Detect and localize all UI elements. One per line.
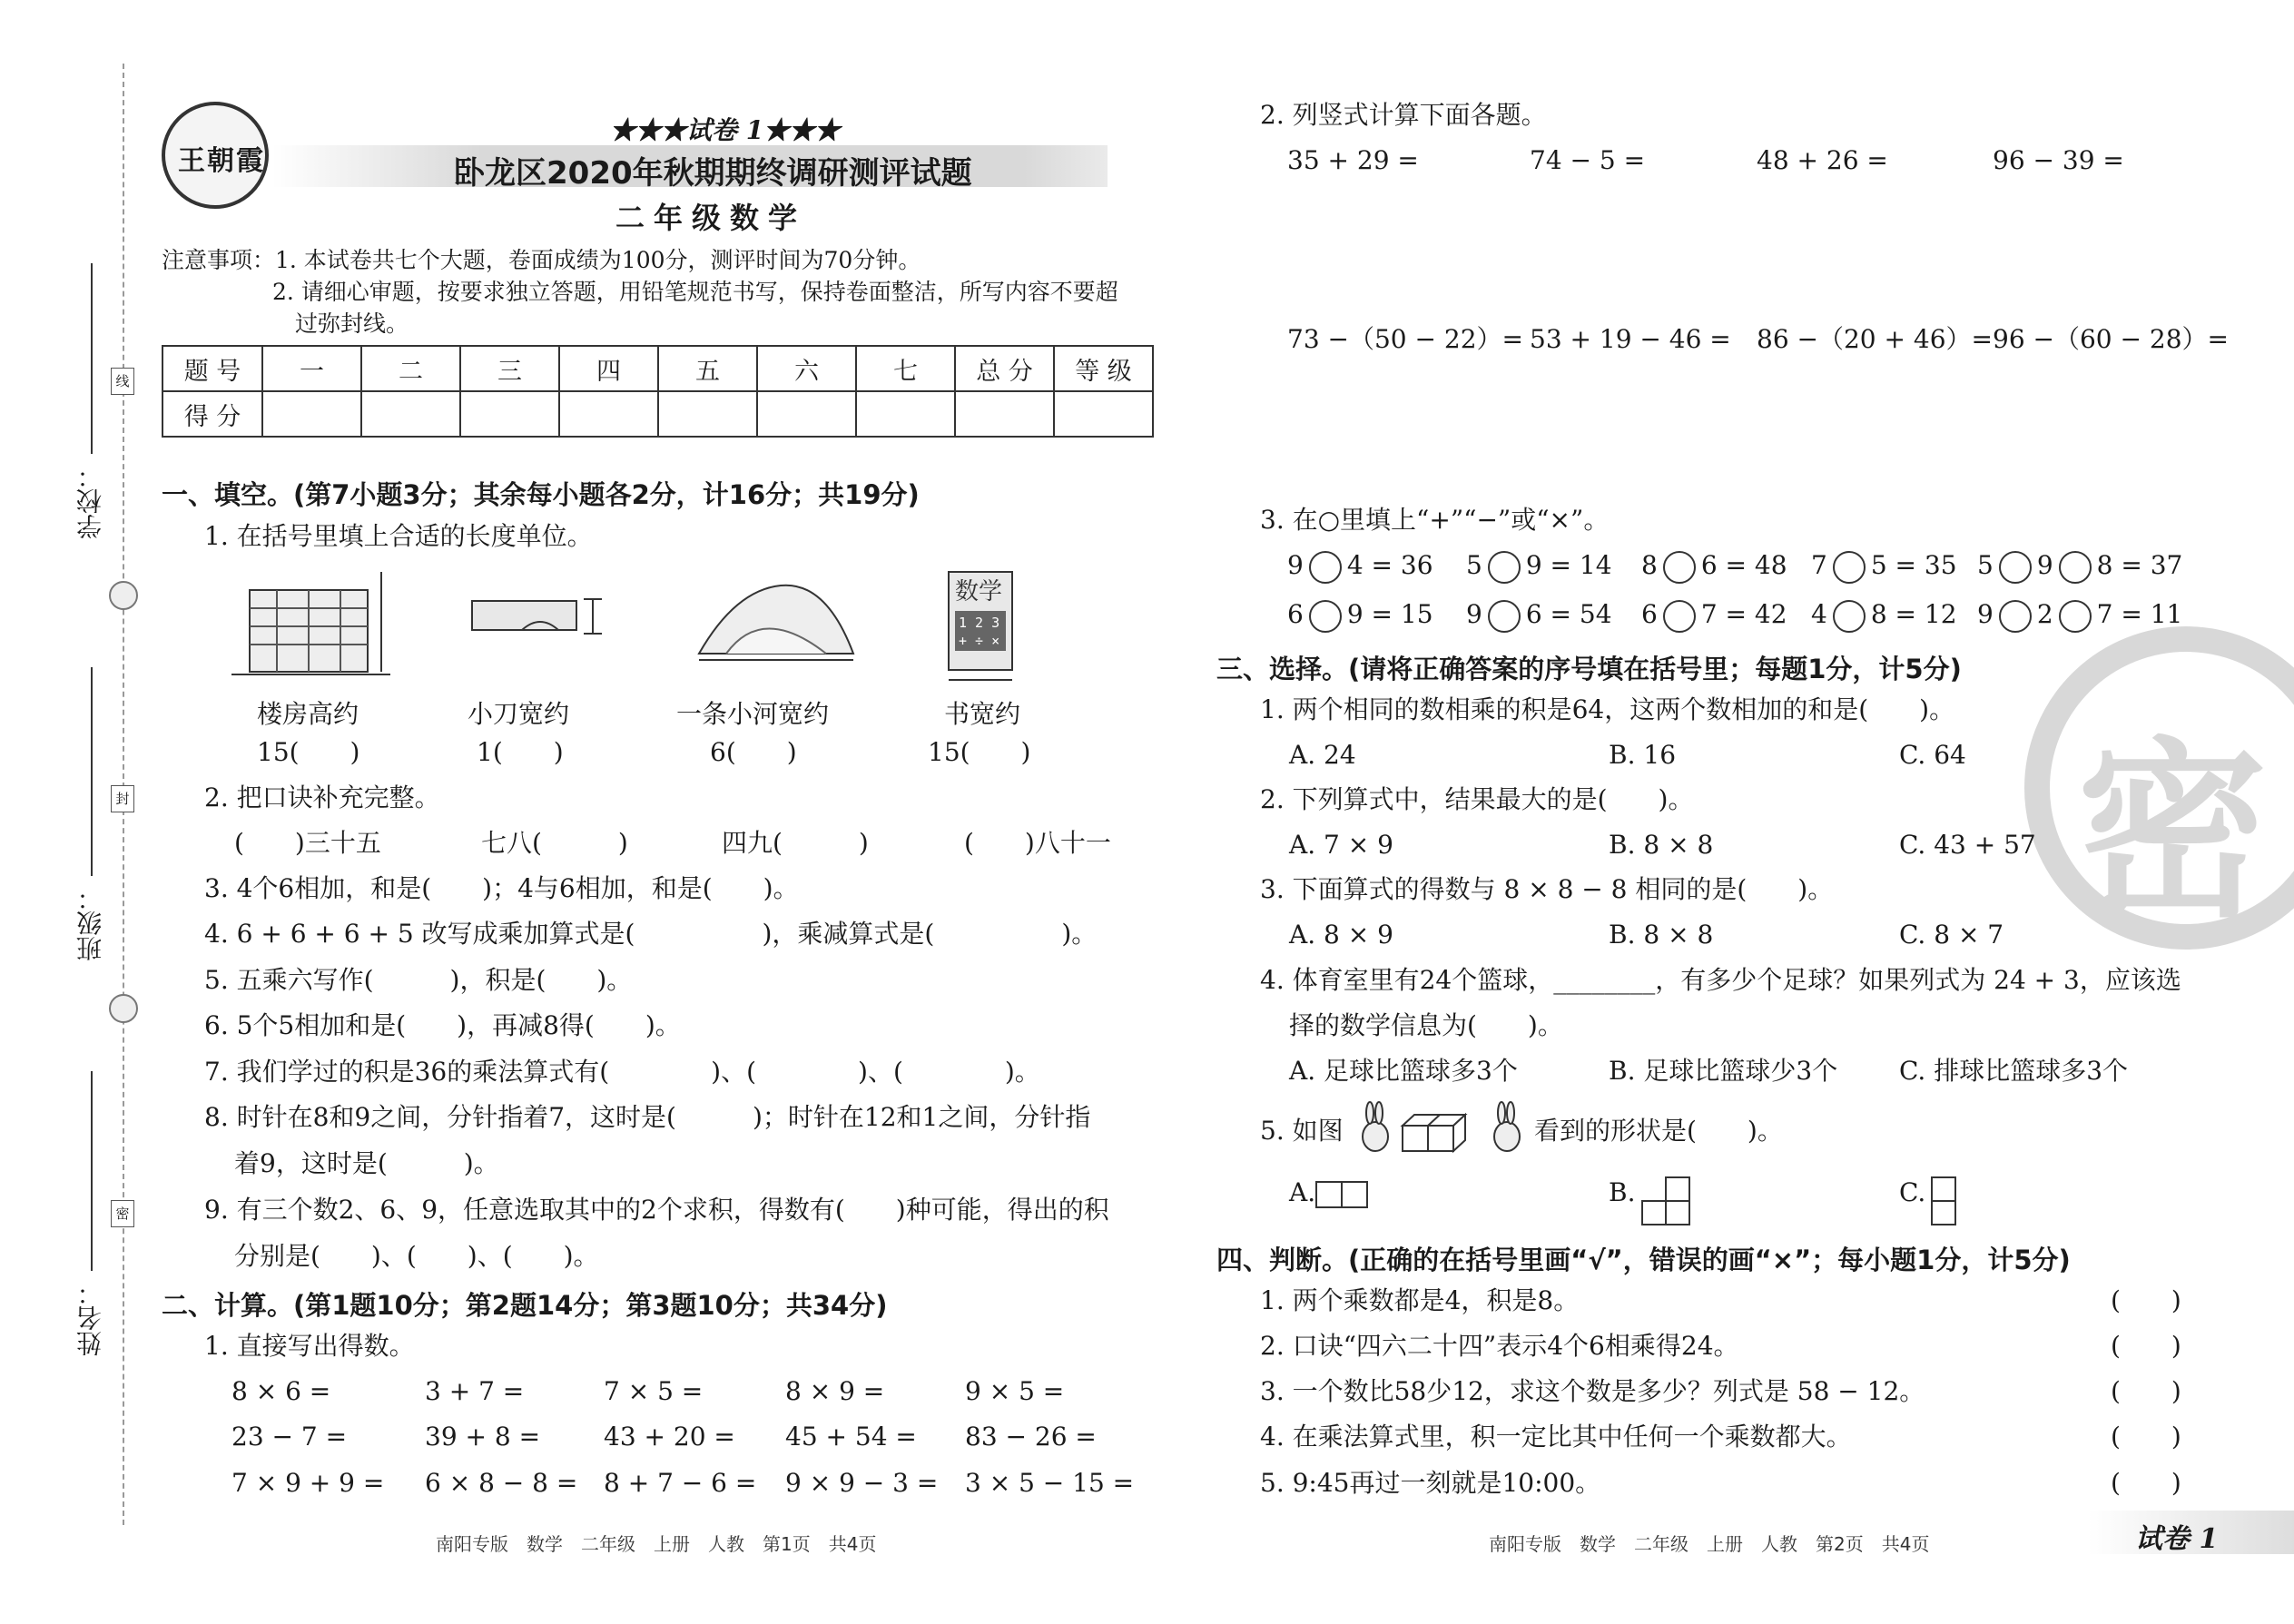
circle-item: 4 8 = 12	[1811, 599, 1957, 633]
calc-item: 8 + 7 − 6 =	[604, 1468, 757, 1498]
option[interactable]: C. 43 + 57	[1899, 830, 2036, 860]
answer-circle[interactable]	[1833, 600, 1866, 633]
answer-circle[interactable]	[1999, 600, 2032, 633]
judge-item: 2. 口诀“四六二十四”表示4个6相乘得24。	[1260, 1331, 1739, 1361]
cubes-icon	[1398, 1112, 1489, 1157]
calc-item: 39 + 8 =	[425, 1422, 541, 1452]
book-icon	[944, 567, 1021, 685]
building-icon	[231, 567, 390, 681]
s3-q4: 4. 体育室里有24个篮球，________，有多少个足球？如果列式为 24 + 3，应该选	[1260, 965, 2181, 995]
judge-answer[interactable]: ( )	[2111, 1285, 2181, 1315]
s1-q9: 9. 有三个数2、6、9，任意选取其中的2个求积，得数有( )种可能，得出的积	[204, 1195, 1109, 1225]
score-cell[interactable]	[262, 391, 361, 437]
score-header: 五	[658, 346, 757, 391]
option[interactable]: A. 足球比篮球多3个	[1289, 1056, 1518, 1086]
s2-q3: 3. 在○里填上“+”“−”或“×”。	[1260, 505, 1610, 535]
note-2: 2. 请细心审题，按要求独立答题，用铅笔规范书写，保持卷面整洁，所写内容不要超	[272, 279, 1118, 305]
s2-q1: 1. 直接写出得数。	[204, 1331, 415, 1361]
calc-item: 23 − 7 =	[231, 1422, 348, 1452]
calc-item: 7 × 5 =	[604, 1376, 704, 1406]
answer-circle[interactable]	[1309, 551, 1342, 584]
vertical-calc: 35 + 29 =	[1287, 145, 1419, 175]
option[interactable]: C. 64	[1899, 740, 1966, 770]
score-row-label: 得 分	[162, 391, 262, 437]
shape-c-icon	[1929, 1176, 1958, 1230]
score-header: 四	[559, 346, 658, 391]
option[interactable]: B. 足球比篮球少3个	[1609, 1056, 1838, 1086]
answer-circle[interactable]	[1833, 551, 1866, 584]
s1-q3: 3. 4个6相加，和是( )；4与6相加，和是( )。	[204, 873, 799, 903]
judge-item: 4. 在乘法算式里，积一定比其中任何一个乘数都大。	[1260, 1422, 1852, 1452]
pic-label-river: 一条小河宽约	[676, 699, 830, 729]
class-label: 班级：	[75, 885, 105, 961]
pic-label-book: 书宽约	[944, 699, 1021, 729]
option-c[interactable]: C.	[1899, 1177, 1926, 1207]
school-label: 学校：	[75, 463, 105, 539]
vertical-calc: 48 + 26 =	[1757, 145, 1888, 175]
s1-q8: 8. 时针在8和9之间，分针指着7，这时是( )；时针在12和1之间，分针指	[204, 1102, 1091, 1132]
page-subtitle: 二年级数学	[615, 201, 807, 235]
judge-answer[interactable]: ( )	[2111, 1331, 2181, 1361]
circle-item: 9 4 = 36	[1287, 550, 1433, 584]
s1-q2-item[interactable]: ( )八十一	[964, 828, 1111, 858]
score-cell[interactable]	[658, 391, 757, 437]
s1-q1: 1. 在括号里填上合适的长度单位。	[204, 521, 593, 551]
answer-circle[interactable]	[2059, 600, 2092, 633]
rabbit-icon	[1480, 1100, 1534, 1155]
vertical-calc: 73 −（50 − 22）=	[1287, 324, 1523, 354]
section-1-heading: 一、填空。(第7小题3分；其余每小题各2分，计16分；共19分)	[162, 479, 920, 510]
score-header: 六	[757, 346, 856, 391]
answer-circle[interactable]	[2059, 551, 2092, 584]
judge-item: 1. 两个乘数都是4，积是8。	[1260, 1285, 1580, 1315]
calc-item: 83 − 26 =	[965, 1422, 1097, 1452]
svg-text:+ ÷ ×: + ÷ ×	[959, 633, 1000, 649]
river-icon	[690, 567, 862, 667]
pic-blank-river[interactable]: 6( )	[710, 737, 797, 767]
school-field[interactable]	[91, 263, 93, 454]
shape-b-icon	[1639, 1176, 1693, 1230]
s1-q2-item[interactable]: ( )三十五	[234, 828, 381, 858]
score-header: 题 号	[162, 346, 262, 391]
note-3: 过弥封线。	[295, 310, 409, 337]
pic-label-knife: 小刀宽约	[468, 699, 570, 729]
s3-q4-cont: 择的数学信息为( )。	[1289, 1010, 1563, 1040]
s1-q7: 7. 我们学过的积是36的乘法算式有( )、( )、( )。	[204, 1057, 1040, 1087]
score-header: 等 级	[1054, 346, 1153, 391]
section-2-heading: 二、计算。(第1题10分；第2题14分；第3题10分；共34分)	[162, 1290, 888, 1321]
s1-q6: 6. 5个5相加和是( )，再减8得( )。	[204, 1010, 681, 1040]
s1-q2-item[interactable]: 七八( )	[481, 828, 628, 858]
option[interactable]: B. 8 × 8	[1609, 830, 1714, 860]
class-field[interactable]	[91, 667, 93, 876]
secret-stamp: 密	[2024, 626, 2294, 950]
s1-q8-cont: 着9，这时是( )。	[234, 1148, 499, 1178]
vertical-calc: 53 + 19 − 46 =	[1530, 324, 1731, 354]
pic-label-building: 楼房高约	[257, 699, 359, 729]
rabbit-icon	[1348, 1100, 1403, 1155]
circle-item: 9 2 7 = 11	[1977, 599, 2182, 633]
s3-q2: 2. 下列算式中，结果最大的是( )。	[1260, 784, 1694, 814]
s1-q4: 4. 6 + 6 + 6 + 5 改写成乘加算式是( )，乘减算式是( )。	[204, 919, 1098, 949]
option[interactable]: C. 排球比篮球多3个	[1899, 1056, 2129, 1086]
score-header: 三	[460, 346, 559, 391]
s2-q2: 2. 列竖式计算下面各题。	[1260, 100, 1547, 130]
circle-item: 8 6 = 48	[1641, 550, 1787, 584]
line-mark: 线	[111, 368, 134, 395]
score-cell[interactable]	[856, 391, 955, 437]
calc-item: 9 × 5 =	[965, 1376, 1065, 1406]
score-header: 七	[856, 346, 955, 391]
option-a[interactable]: A.	[1289, 1177, 1366, 1208]
calc-item: 8 × 9 =	[785, 1376, 885, 1406]
s1-q9-cont: 分别是( )、( )、( )。	[234, 1241, 599, 1271]
book-title: 数学	[955, 578, 1003, 605]
seal-circle-icon	[109, 994, 138, 1023]
score-cell[interactable]	[460, 391, 559, 437]
circle-item: 5 9 8 = 37	[1977, 550, 2182, 584]
judge-answer[interactable]: ( )	[2111, 1422, 2181, 1452]
s1-q2-item[interactable]: 四九( )	[722, 828, 869, 858]
s1-q5: 5. 五乘六写作( )，积是( )。	[204, 965, 633, 995]
calc-item: 6 × 8 − 8 =	[425, 1468, 578, 1498]
option[interactable]: B. 8 × 8	[1609, 920, 1714, 950]
footer-right: 南阳专版 数学 二年级 上册 人教 第2页 共4页	[1489, 1533, 1930, 1555]
paper-series: ★★★试卷 1★★★	[610, 115, 841, 145]
brand-logo: 王朝霞	[162, 102, 269, 209]
pic-blank-building[interactable]: 15( )	[257, 737, 360, 767]
s3-q1: 1. 两个相同的数相乘的积是64，这两个数相加的和是( )。	[1260, 694, 1955, 724]
calc-item: 8 × 6 =	[231, 1376, 331, 1406]
judge-item: 3. 一个数比58少12，求这个数是多少？列式是 58 − 12。	[1260, 1376, 1925, 1406]
answer-circle[interactable]	[1488, 600, 1521, 633]
circle-item: 9 6 = 54	[1466, 599, 1612, 633]
option[interactable]: A. 24	[1289, 740, 1356, 770]
pic-blank-book[interactable]: 15( )	[928, 737, 1031, 767]
answer-circle[interactable]	[1488, 551, 1521, 584]
option[interactable]: A. 8 × 9	[1289, 920, 1393, 950]
name-label: 姓名：	[75, 1280, 105, 1356]
answer-circle[interactable]	[1309, 600, 1342, 633]
circle-item: 6 9 = 15	[1287, 599, 1433, 633]
calc-item: 3 + 7 =	[425, 1376, 525, 1406]
option-b[interactable]: B.	[1609, 1177, 1636, 1207]
option[interactable]: A. 7 × 9	[1289, 830, 1393, 860]
judge-item: 5. 9:45再过一刻就是10:00。	[1260, 1468, 1601, 1498]
judge-answer[interactable]: ( )	[2111, 1376, 2181, 1406]
s3-q5: 5. 如图	[1260, 1116, 1344, 1146]
circle-item: 6 7 = 42	[1641, 599, 1787, 633]
circle-item: 7 5 = 35	[1811, 550, 1957, 584]
option[interactable]: C. 8 × 7	[1899, 920, 2004, 950]
note-1: 注意事项：1. 本试卷共七个大题，卷面成绩为100分，测评时间为70分钟。	[162, 247, 921, 273]
score-cell[interactable]	[757, 391, 856, 437]
vertical-calc: 96 − 39 =	[1993, 145, 2124, 175]
knife-icon	[468, 590, 604, 645]
page-title: 卧龙区2020年秋期期终调研测评试题	[454, 155, 972, 192]
footer-left: 南阳专版 数学 二年级 上册 人教 第1页 共4页	[436, 1533, 877, 1555]
vertical-calc: 86 −（20 + 46）=	[1757, 324, 1993, 354]
answer-circle[interactable]	[1663, 551, 1696, 584]
name-field[interactable]	[91, 1071, 93, 1271]
score-header: 总 分	[955, 346, 1054, 391]
s3-q5-cont: 看到的形状是( )。	[1534, 1116, 1783, 1146]
section-3-heading: 三、选择。(请将正确答案的序号填在括号里；每题1分，计5分)	[1216, 654, 1962, 684]
s3-q3: 3. 下面算式的得数与 8 × 8 − 8 相同的是( )。	[1260, 874, 1834, 904]
score-header: 一	[262, 346, 361, 391]
option[interactable]: B. 16	[1609, 740, 1677, 770]
svg-text:1 2 3: 1 2 3	[959, 615, 1000, 631]
calc-item: 43 + 20 =	[604, 1422, 735, 1452]
answer-circle[interactable]	[1663, 600, 1696, 633]
s1-q2: 2. 把口诀补充完整。	[204, 782, 440, 812]
judge-answer[interactable]: ( )	[2111, 1468, 2181, 1498]
score-cell[interactable]	[1054, 391, 1153, 437]
footer-tag: 试卷 1	[2135, 1523, 2219, 1555]
score-cell[interactable]	[559, 391, 658, 437]
calc-item: 9 × 9 − 3 =	[785, 1468, 939, 1498]
score-cell[interactable]	[955, 391, 1054, 437]
secret-mark: 密	[111, 1200, 134, 1227]
score-table	[162, 345, 1154, 438]
calc-item: 3 × 5 − 15 =	[965, 1468, 1135, 1498]
vertical-calc: 96 −（60 − 28）=	[1993, 324, 2229, 354]
seal-circle-icon	[109, 581, 138, 610]
calc-item: 7 × 9 + 9 =	[231, 1468, 385, 1498]
score-header: 二	[361, 346, 460, 391]
calc-item: 45 + 54 =	[785, 1422, 917, 1452]
section-4-heading: 四、判断。(正确的在括号里画“√”，错误的画“×”；每小题1分，计5分)	[1216, 1245, 2071, 1275]
score-cell[interactable]	[361, 391, 460, 437]
answer-circle[interactable]	[1999, 551, 2032, 584]
pic-blank-knife[interactable]: 1( )	[477, 737, 564, 767]
vertical-calc: 74 − 5 =	[1530, 145, 1646, 175]
seal-mark: 封	[111, 785, 134, 812]
circle-item: 5 9 = 14	[1466, 550, 1612, 584]
